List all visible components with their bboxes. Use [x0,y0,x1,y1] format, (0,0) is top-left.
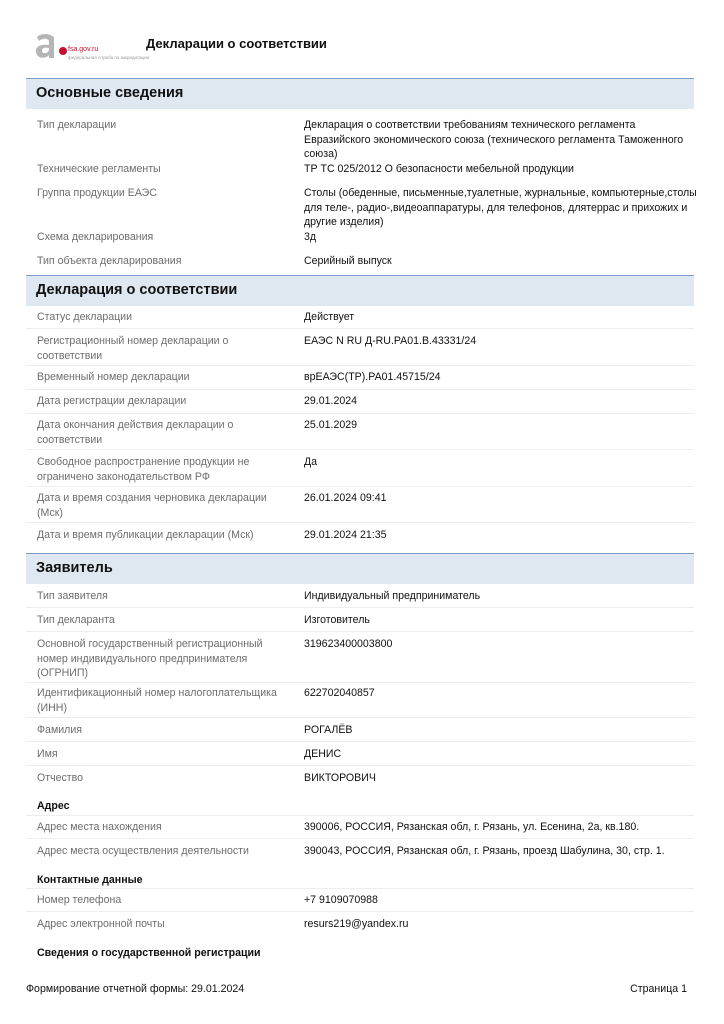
field-value: 29.01.2024 [304,395,358,407]
field-value: 29.01.2024 21:35 [304,529,387,541]
field-value: ВИКТОРОВИЧ [304,772,376,784]
field-value: ДЕНИС [304,748,342,760]
field-label: Отчество [37,772,84,784]
field-value: 319623400003800 [304,638,393,650]
field-label: Дата окончания действия декларации о соответствии [37,419,234,446]
section-applicant-header: Заявитель [26,553,694,584]
row-divider [26,486,694,487]
field-value: Декларация о соответствии требованиям технического регламента Евразийского экономического союза (технического регламента Таможенного союза) [304,119,684,160]
row-divider [26,815,694,816]
field-label: Дата и время создания черновика декларации (Мск) [37,492,267,519]
page-header [0,0,724,78]
field-label: Тип декларации [37,119,117,131]
logo-dot-icon [59,47,67,55]
field-label: Тип декларанта [37,614,115,626]
row-divider [26,741,694,742]
field-label: Тип заявителя [37,590,108,602]
field-label: Основной государственный регистрационный номер индивидуального предпринимателя (ОГРНИП) [37,638,263,679]
row-divider [26,522,694,523]
section-main-info-header: Основные сведения [26,78,694,109]
field-label: Тип объекта декларирования [37,255,182,267]
field-label: Фамилия [37,724,82,736]
field-value: 622702040857 [304,687,375,699]
field-value: Да [304,456,318,468]
field-label: Схема декларирования [37,231,154,243]
fsa-logo [34,32,150,68]
field-label: Группа продукции ЕАЭС [37,187,157,199]
row-divider [26,838,694,839]
field-value: +7 9109070988 [304,894,378,906]
field-value: Столы (обеденные, письменные,туалетные, журнальные, компьютерные,столы для теле-, радио-,видеоаппаратуры, для телефонов, длятеррас и прихожих и другие изделия) [304,187,697,228]
field-label: Номер телефона [37,894,122,906]
field-label: Регистрационный номер декларации о соответствии [37,335,229,362]
field-label: Статус декларации [37,311,133,323]
document-title: Декларации о соответствии [146,36,327,51]
row-divider [26,765,694,766]
row-divider [26,888,694,889]
row-divider [26,631,694,632]
address-subheading: Адрес [37,800,70,812]
field-value: ЕАЭС N RU Д-RU.PA01.B.43331/24 [304,335,477,347]
logo-letter-icon [34,32,58,60]
field-value: Индивидуальный предприниматель [304,590,481,602]
row-divider [26,389,694,390]
section-declaration-header: Декларация о соответствии [26,275,694,306]
row-divider [26,413,694,414]
field-label: Свободное распространение продукции не ограничено законодательством РФ [37,456,250,483]
row-divider [26,365,694,366]
field-value: ТР ТС 025/2012 О безопасности мебельной продукции [304,163,574,175]
field-value: РОГАЛЁВ [304,724,353,736]
row-divider [26,607,694,608]
footer-page-number: Страница 1 [630,983,687,995]
field-label: Адрес места нахождения [37,821,162,833]
field-value: 3д [304,231,317,243]
footer-generated-date: Формирование отчетной формы: 29.01.2024 [26,983,245,995]
field-value: Изготовитель [304,614,370,626]
field-value: resurs219@yandex.ru [304,918,409,930]
field-label: Дата и время публикации декларации (Мск) [37,529,254,541]
field-label: Идентификационный номер налогоплательщика (ИНН) [37,687,277,714]
row-divider [26,717,694,718]
row-divider [26,911,694,912]
logo-text: fsa.gov.ru [68,46,99,53]
row-divider [26,328,694,329]
row-divider [26,449,694,450]
field-value: Серийный выпуск [304,255,392,267]
field-value: врЕАЭС(ТР).РА01.45715/24 [304,371,441,383]
field-value: 26.01.2024 09:41 [304,492,387,504]
field-value: 25.01.2029 [304,419,358,431]
contacts-subheading: Контактные данные [37,874,143,886]
field-label: Дата регистрации декларации [37,395,187,407]
field-label: Адрес места осуществления деятельности [37,845,249,857]
field-value: Действует [304,311,355,323]
field-label: Временный номер декларации [37,371,190,383]
registration-subheading: Сведения о государственной регистрации [37,947,261,959]
field-label: Адрес электронной почты [37,918,165,930]
row-divider [26,682,694,683]
field-value: 390043, РОССИЯ, Рязанская обл, г. Рязань, проезд Шабулина, 30, стр. 1. [304,845,665,857]
logo-subtitle: федеральная служба по аккредитации [68,55,150,60]
field-label: Имя [37,748,58,760]
field-label: Технические регламенты [37,163,161,175]
field-value: 390006, РОССИЯ, Рязанская обл, г. Рязань, ул. Есенина, 2а, кв.180. [304,821,640,833]
